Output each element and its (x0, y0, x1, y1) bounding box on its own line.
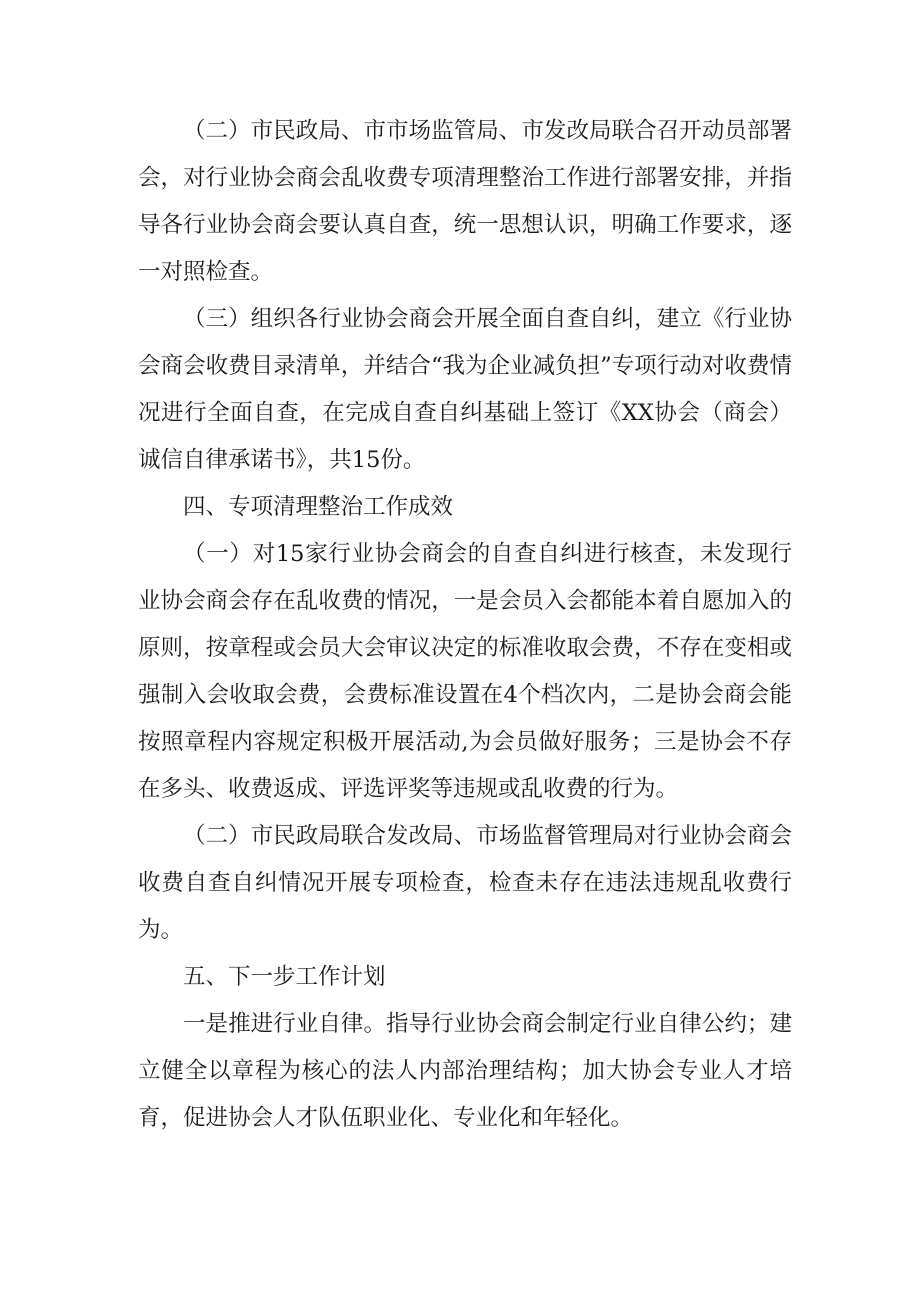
paragraph-industry-self-discipline: 一是推进行业自律。指导行业协会商会制定行业自律公约；建立健全以章程为核心的法人内部治理结构；加大协会专业人才培育，促进协会人才队伍职业化、专业化和年轻化。 (138, 1011, 792, 1131)
paragraph-self-inspection: （三）组织各行业协会商会开展全面自查自纠，建立《行业协会商会收费目录清单，并结合“我为企业减负担”专项行动对收费情况进行全面自查，在完成自查自纠基础上签订《XX协会（商会）诚信自律承诺书》，共15份。 (138, 306, 792, 473)
section-heading-results: 四、专项清理整治工作成效 (183, 494, 454, 520)
paragraph-verification: （一）对15家行业协会商会的自查自纠进行核查，未发现行业协会商会存在乱收费的情况，一是会员入会都能本着自愿加入的原则，按章程或会员大会审议决定的标准收取会费，不存在变相或强制入会收取会费，会费标准设置在4个档次内，二是协会商会能按照章程内容规定积极开展活动,为会员做好服务；三是协会不存在多头、收费返成、评选评奖等违规或乱收费的行为。 (138, 541, 792, 802)
document-body (138, 108, 792, 1142)
section-heading-next-steps: 五、下一步工作计划 (183, 964, 386, 990)
paragraph-joint-mobilization-meeting: （二）市民政局、市市场监管局、市发改局联合召开动员部署会，对行业协会商会乱收费专项清理整治工作进行部署安排，并指导各行业协会商会要认真自查，统一思想认识，明确工作要求，逐一对照检查。 (138, 118, 792, 285)
paragraph-special-inspection: （二）市民政局联合发改局、市场监督管理局对行业协会商会收费自查自纠情况开展专项检查，检查未存在违法违规乱收费行为。 (138, 823, 792, 943)
